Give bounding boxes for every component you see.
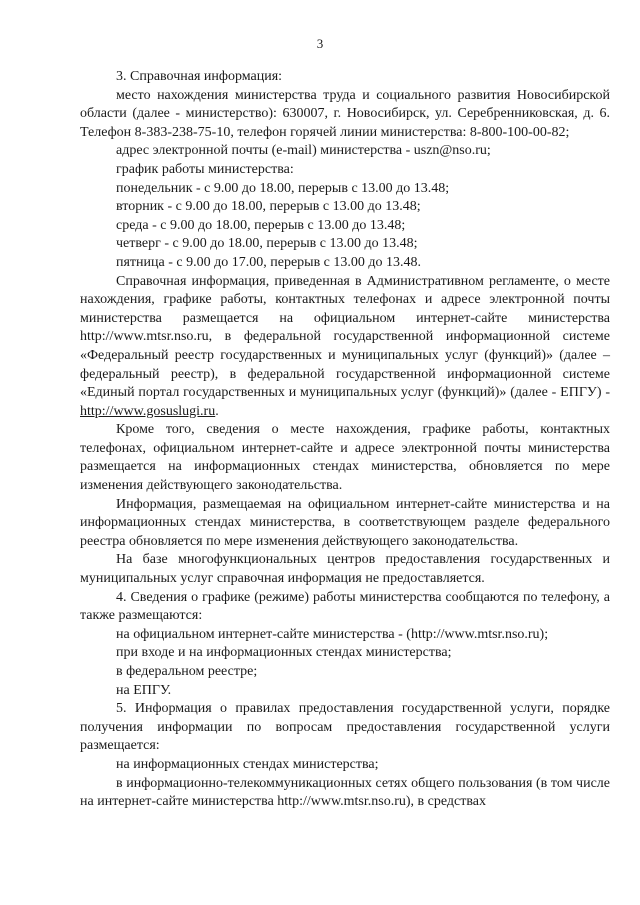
document-body — [80, 68, 610, 812]
list-item-epgu: на ЕПГУ. — [116, 682, 172, 698]
ministry-location-paragraph: место нахождения министерства труда и социального развития Новосибирской области (далее - министерство): 630007, г. Новосибирск, ул. Серебренниковская, д. 6. Телефон 8-383-238-75-10, телефон горячей линии министерства: 8-800-100-00-82; — [80, 87, 610, 140]
schedule-friday: пятница - с 9.00 до 17.00, перерыв с 13.00 до 13.48. — [116, 254, 422, 270]
reference-info-text: Справочная информация, приведенная в Административном регламенте, о месте нахождения, графике работы, контактных телефонах и адресе электронной почты министерства размещается на официальном интернет-сайте министерства http://www.mtsr.nso.ru, в федеральной государственной информационной системе «Федеральный реестр государственных и муниципальных услуг (функций)» (далее – федеральный реестр), в федеральной государственной информационной системе «Единый портал государственных и муниципальных услуг (функций)» (далее - ЕПГУ) - — [80, 273, 610, 401]
list-item-telecom-networks: в информационно-телекоммуникационных сетях общего пользования (в том числе на интернет-сайте министерства http://www.mtsr.nso.ru), в средствах — [80, 775, 610, 810]
gosuslugi-link[interactable]: http://www.gosuslugi.ru — [80, 403, 216, 419]
section-3-heading: 3. Справочная информация: — [116, 69, 283, 84]
email-address-line: адрес электронной почты (e-mail) министерства - uszn@nso.ru; — [116, 143, 491, 159]
list-item-info-stands: на информационных стендах министерства; — [116, 756, 379, 772]
reference-info-end: . — [215, 403, 219, 419]
section-4-paragraph: 4. Сведения о графике (режиме) работы министерства сообщаются по телефону, а также размещаются: — [80, 589, 610, 624]
info-stands-paragraph: Кроме того, сведения о месте нахождения, графике работы, контактных телефонах, официальном интернет-сайте и адресе электронной почты министерства размещается на информационных стендах министерства, обновляется по мере изменения действующего законодательства. — [80, 422, 610, 494]
mfc-paragraph: На базе многофункциональных центров предоставления государственных и муниципальных услуг справочная информация не предоставляется. — [80, 552, 610, 587]
reference-info-placement-paragraph — [80, 273, 610, 422]
work-schedule-heading: график работы министерства: — [116, 161, 294, 177]
section-5-paragraph: 5. Информация о правилах предоставления государственной услуги, порядке получения информации по вопросам предоставления государственной услуги размещается: — [80, 701, 610, 754]
schedule-thursday: четверг - с 9.00 до 18.00, перерыв с 13.00 до 13.48; — [116, 236, 418, 252]
website-update-paragraph: Информация, размещаемая на официальном интернет-сайте министерства и на информационных стендах министерства, в соответствующем разделе федерального реестра обновляется по мере изменения действующего законодательства. — [80, 496, 610, 549]
schedule-tuesday: вторник - с 9.00 до 18.00, перерыв с 13.00 до 13.48; — [116, 199, 421, 215]
list-item-entrance-stands: при входе и на информационных стендах министерства; — [116, 645, 452, 661]
list-item-federal-registry: в федеральном реестре; — [116, 664, 258, 679]
schedule-monday: понедельник - с 9.00 до 18.00, перерыв с 13.00 до 13.48; — [116, 180, 450, 196]
list-item-website: на официальном интернет-сайте министерства - (http://www.mtsr.nso.ru); — [116, 626, 549, 642]
page-number: 3 — [316, 36, 324, 51]
schedule-wednesday: среда - с 9.00 до 18.00, перерыв с 13.00 до 13.48; — [116, 217, 406, 233]
